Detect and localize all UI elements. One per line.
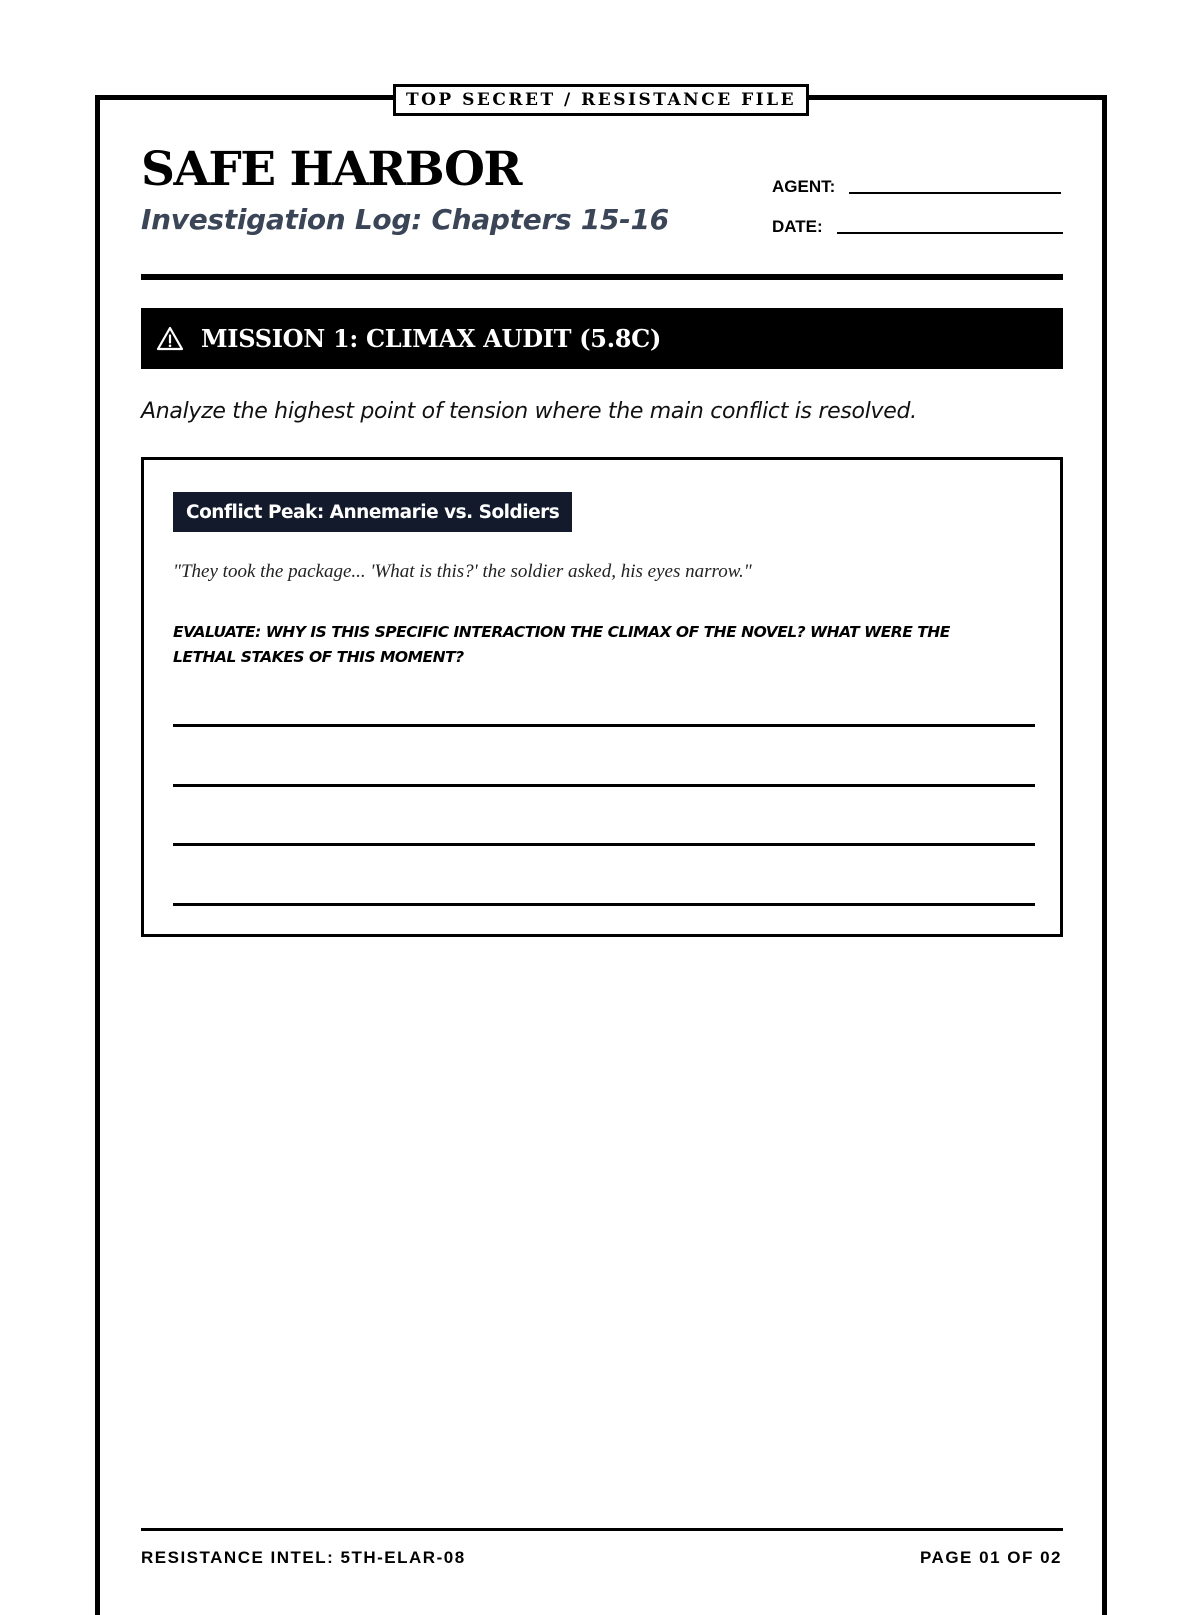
warning-icon	[155, 324, 185, 354]
page-number: PAGE 01 OF 02	[919, 1548, 1062, 1567]
page-title: SAFE HARBOR	[141, 142, 521, 197]
answer-line[interactable]	[173, 903, 1035, 906]
answer-line[interactable]	[173, 843, 1035, 846]
agent-input-line[interactable]	[849, 191, 1061, 194]
header-divider	[141, 274, 1063, 280]
evaluate-prompt: EVALUATE: WHY IS THIS SPECIFIC INTERACTION THE CLIMAX OF THE NOVEL? WHAT WERE THE LETHAL STAKES OF THIS MOMENT?	[173, 623, 950, 666]
mission-header	[141, 308, 1063, 369]
page-subtitle: Investigation Log: Chapters 15-16	[141, 203, 669, 236]
mission-instruction: Analyze the highest point of tension where the main conflict is resolved.	[141, 399, 917, 424]
agent-label: AGENT:	[772, 177, 836, 196]
evidence-card	[141, 457, 1063, 937]
footer-divider	[141, 1528, 1063, 1531]
agent-field	[772, 177, 1061, 197]
date-label: DATE:	[772, 217, 823, 236]
answer-line[interactable]	[173, 784, 1035, 787]
mission-title: MISSION 1: CLIMAX AUDIT (5.8C)	[201, 324, 662, 353]
date-input-line[interactable]	[837, 231, 1063, 234]
footer-code: RESISTANCE INTEL: 5TH-ELAR-08	[141, 1548, 466, 1567]
answer-line[interactable]	[173, 724, 1035, 727]
conflict-tag: Conflict Peak: Annemarie vs. Soldiers	[173, 492, 572, 532]
classification-stamp: TOP SECRET / RESISTANCE FILE	[393, 84, 809, 116]
date-field	[772, 217, 1063, 237]
evidence-quote: "They took the package... 'What is this?' the soldier asked, his eyes narrow."	[173, 561, 752, 582]
